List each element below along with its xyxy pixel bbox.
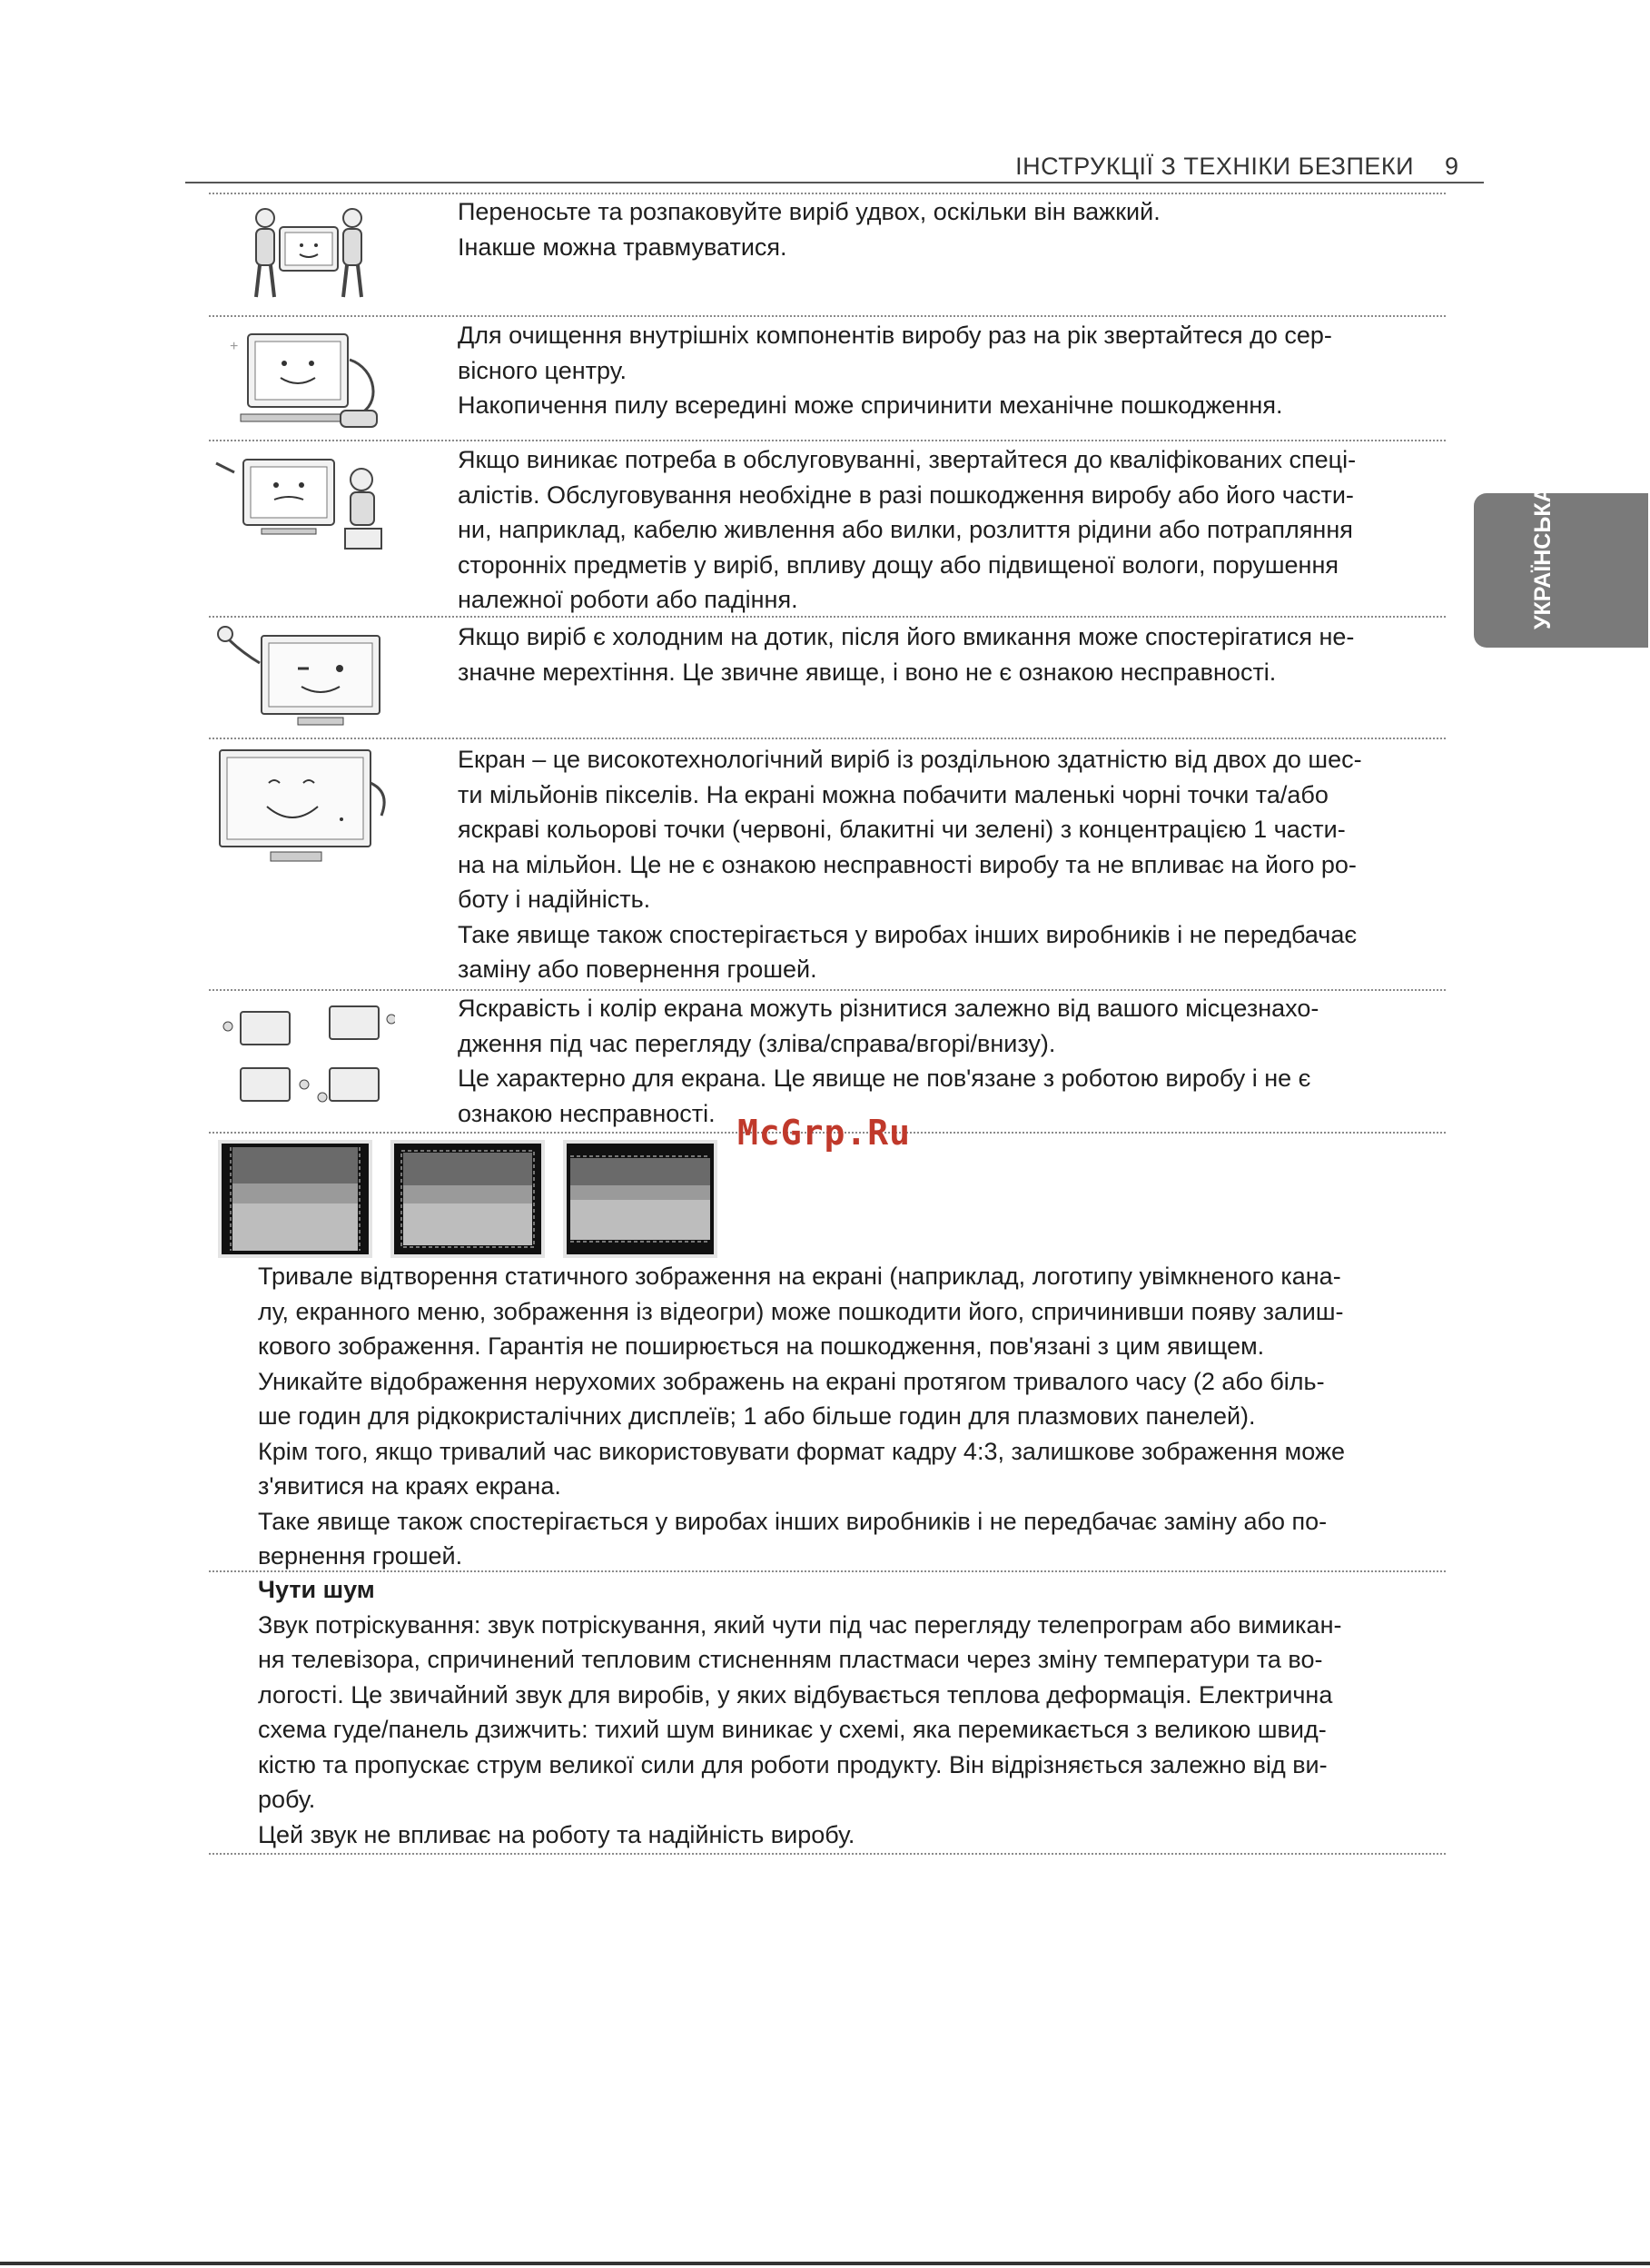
text-line: значне мерехтіння. Це звичне явище, і воно не є ознакою несправності. bbox=[458, 658, 1277, 686]
row-pixels-text bbox=[458, 742, 1420, 987]
tv-smiling-icon bbox=[216, 747, 398, 867]
text-line: належної роботи або падіння. bbox=[458, 586, 798, 613]
text-line: Якщо виріб є холодним на дотик, після його вмикання може спостерігатися не- bbox=[458, 623, 1355, 650]
text-line: сторонніх предметів у виріб, впливу дощу або підвищеної вологи, порушення bbox=[458, 550, 1339, 579]
text-line: Інакше можна травмуватися. bbox=[458, 233, 787, 261]
retention-frame-icon bbox=[390, 1140, 545, 1258]
text-line: боту і надійність. bbox=[458, 886, 651, 913]
text-line: вісного центру. bbox=[458, 356, 627, 384]
svg-text:+: + bbox=[230, 339, 239, 354]
section-title: ІНСТРУКЦІЇ З ТЕХНІКИ БЕЗПЕКИ bbox=[1015, 153, 1414, 180]
retention-left-right-bars-icon bbox=[218, 1140, 372, 1258]
text-line: Екран – це високотехнологічний виріб із роздільною здатністю від двох до шес- bbox=[458, 746, 1362, 773]
page-number: 9 bbox=[1444, 153, 1458, 180]
noise-section bbox=[258, 1572, 1420, 1852]
text-line: Уникайте відображення нерухомих зображень на екрані протягом тривалого часу (2 або біль- bbox=[258, 1367, 1325, 1395]
image-retention-text bbox=[258, 1259, 1420, 1574]
text-line: Цей звук не впливає на роботу та надійність виробу. bbox=[258, 1820, 855, 1848]
text-line: ознакою несправності. bbox=[458, 1099, 716, 1127]
watermark: McGrp.Ru bbox=[737, 1113, 912, 1153]
text-line: Це характерно для екрана. Це явище не пов'язане з роботою виробу і не є bbox=[458, 1065, 1311, 1092]
text-line: ти мільйонів пікселів. На екрані можна побачити маленькі чорні точки та/або bbox=[458, 780, 1329, 808]
text-line: ня телевізора, спричинений тепловим стисненням пластмаси через зміну температури та во- bbox=[258, 1646, 1323, 1673]
text-line: кістю та пропускає струм великої сили для роботи продукту. Він відрізняється залежно від ви- bbox=[258, 1750, 1328, 1778]
text-line: яскраві кольорові точки (червоні, блакитні чи зелені) з концентрацією 1 части- bbox=[458, 816, 1346, 843]
tv-winking-icon bbox=[207, 623, 398, 737]
tv-technician-icon bbox=[207, 445, 398, 554]
text-line: Таке явище також спостерігається у виробах інших виробників і не передбачає заміну або по- bbox=[258, 1507, 1328, 1535]
text-line: Переносьте та розпаковуйте виріб удвох, оскільки він важкий. bbox=[458, 198, 1161, 225]
text-line: Крім того, якщо тривалий час використовувати формат кадру 4:3, залишкове зображення може bbox=[258, 1437, 1346, 1465]
text-line: ше годин для рідкокристалічних дисплеїв; 1 або більше годин для плазмових панелей). bbox=[258, 1402, 1256, 1430]
separator bbox=[209, 1853, 1446, 1855]
row-flicker-text bbox=[458, 619, 1420, 689]
text-line: на на мільйон. Це не є ознакою несправності виробу та не впливає на його ро- bbox=[458, 850, 1357, 878]
text-line: Звук потріскування: звук потріскування, який чути під час перегляду телепрограм або вимикан- bbox=[258, 1610, 1342, 1639]
text-line: кового зображення. Гарантія не поширюється на пошкодження, пов'язані з цим явищем. bbox=[258, 1332, 1265, 1360]
row-service-text bbox=[458, 442, 1420, 618]
text-line: робу. bbox=[258, 1786, 316, 1813]
bottom-rule bbox=[0, 2262, 1650, 2265]
page-header bbox=[185, 145, 1484, 183]
row-carry-text bbox=[458, 194, 1420, 264]
separator bbox=[209, 440, 1446, 441]
text-line: з'явитися на краях екрана. bbox=[258, 1472, 561, 1500]
text-line: Якщо виникає потреба в обслуговуванні, звертайтеся до кваліфікованих спеці- bbox=[458, 446, 1357, 473]
row-viewing-angle-text bbox=[458, 991, 1420, 1131]
language-tab-label: УКРАЇНСЬКА bbox=[1530, 486, 1556, 629]
text-line: Тривале відтворення статичного зображення на екрані (наприклад, логотипу увімкненого кана- bbox=[258, 1263, 1341, 1290]
text-line: дження під час перегляду (зліва/справа/вгорі/внизу). bbox=[458, 1029, 1056, 1057]
text-line: Накопичення пилу всередині може спричинити механічне пошкодження. bbox=[458, 391, 1283, 419]
separator bbox=[209, 315, 1446, 317]
text-line: вернення грошей. bbox=[258, 1542, 463, 1570]
text-line: Для очищення внутрішніх компонентів виробу раз на рік звертайтеся до сер- bbox=[458, 322, 1332, 349]
text-line: лу, екранного меню, зображення із відеогри) може пошкодити його, спричинивши появу залиш- bbox=[258, 1297, 1344, 1325]
text-line: логості. Це звичайний звук для виробів, у яких відбувається теплова деформація. Електрична bbox=[258, 1680, 1333, 1708]
text-line: алістів. Обслуговування необхідне в разі пошкодження виробу або його части- bbox=[458, 480, 1354, 509]
two-people-carrying-tv-icon bbox=[245, 202, 372, 306]
tv-vacuum-cleaner-icon bbox=[222, 323, 390, 432]
text-line: схема гуде/панель дзижчить: тихий шум виникає у схемі, яка перемикається з великою швид- bbox=[258, 1716, 1327, 1743]
text-line: Таке явище також спостерігається у виробах інших виробників і не передбачає bbox=[458, 920, 1358, 948]
text-line: Яскравість і колір екрана можуть різнитися залежно від вашого місцезнахо- bbox=[458, 995, 1319, 1022]
retention-top-bottom-bars-icon bbox=[563, 1140, 717, 1258]
tv-viewing-angles-icon bbox=[222, 997, 395, 1115]
language-tab bbox=[1474, 486, 1648, 648]
row-cleaning-text bbox=[458, 318, 1420, 423]
noise-heading: Чути шум bbox=[258, 1576, 375, 1603]
text-line: ни, наприклад, кабелю живлення або вилки, розлиття рідини або потрапляння bbox=[458, 516, 1353, 543]
text-line: заміну або повернення грошей. bbox=[458, 956, 817, 983]
separator bbox=[209, 738, 1446, 739]
